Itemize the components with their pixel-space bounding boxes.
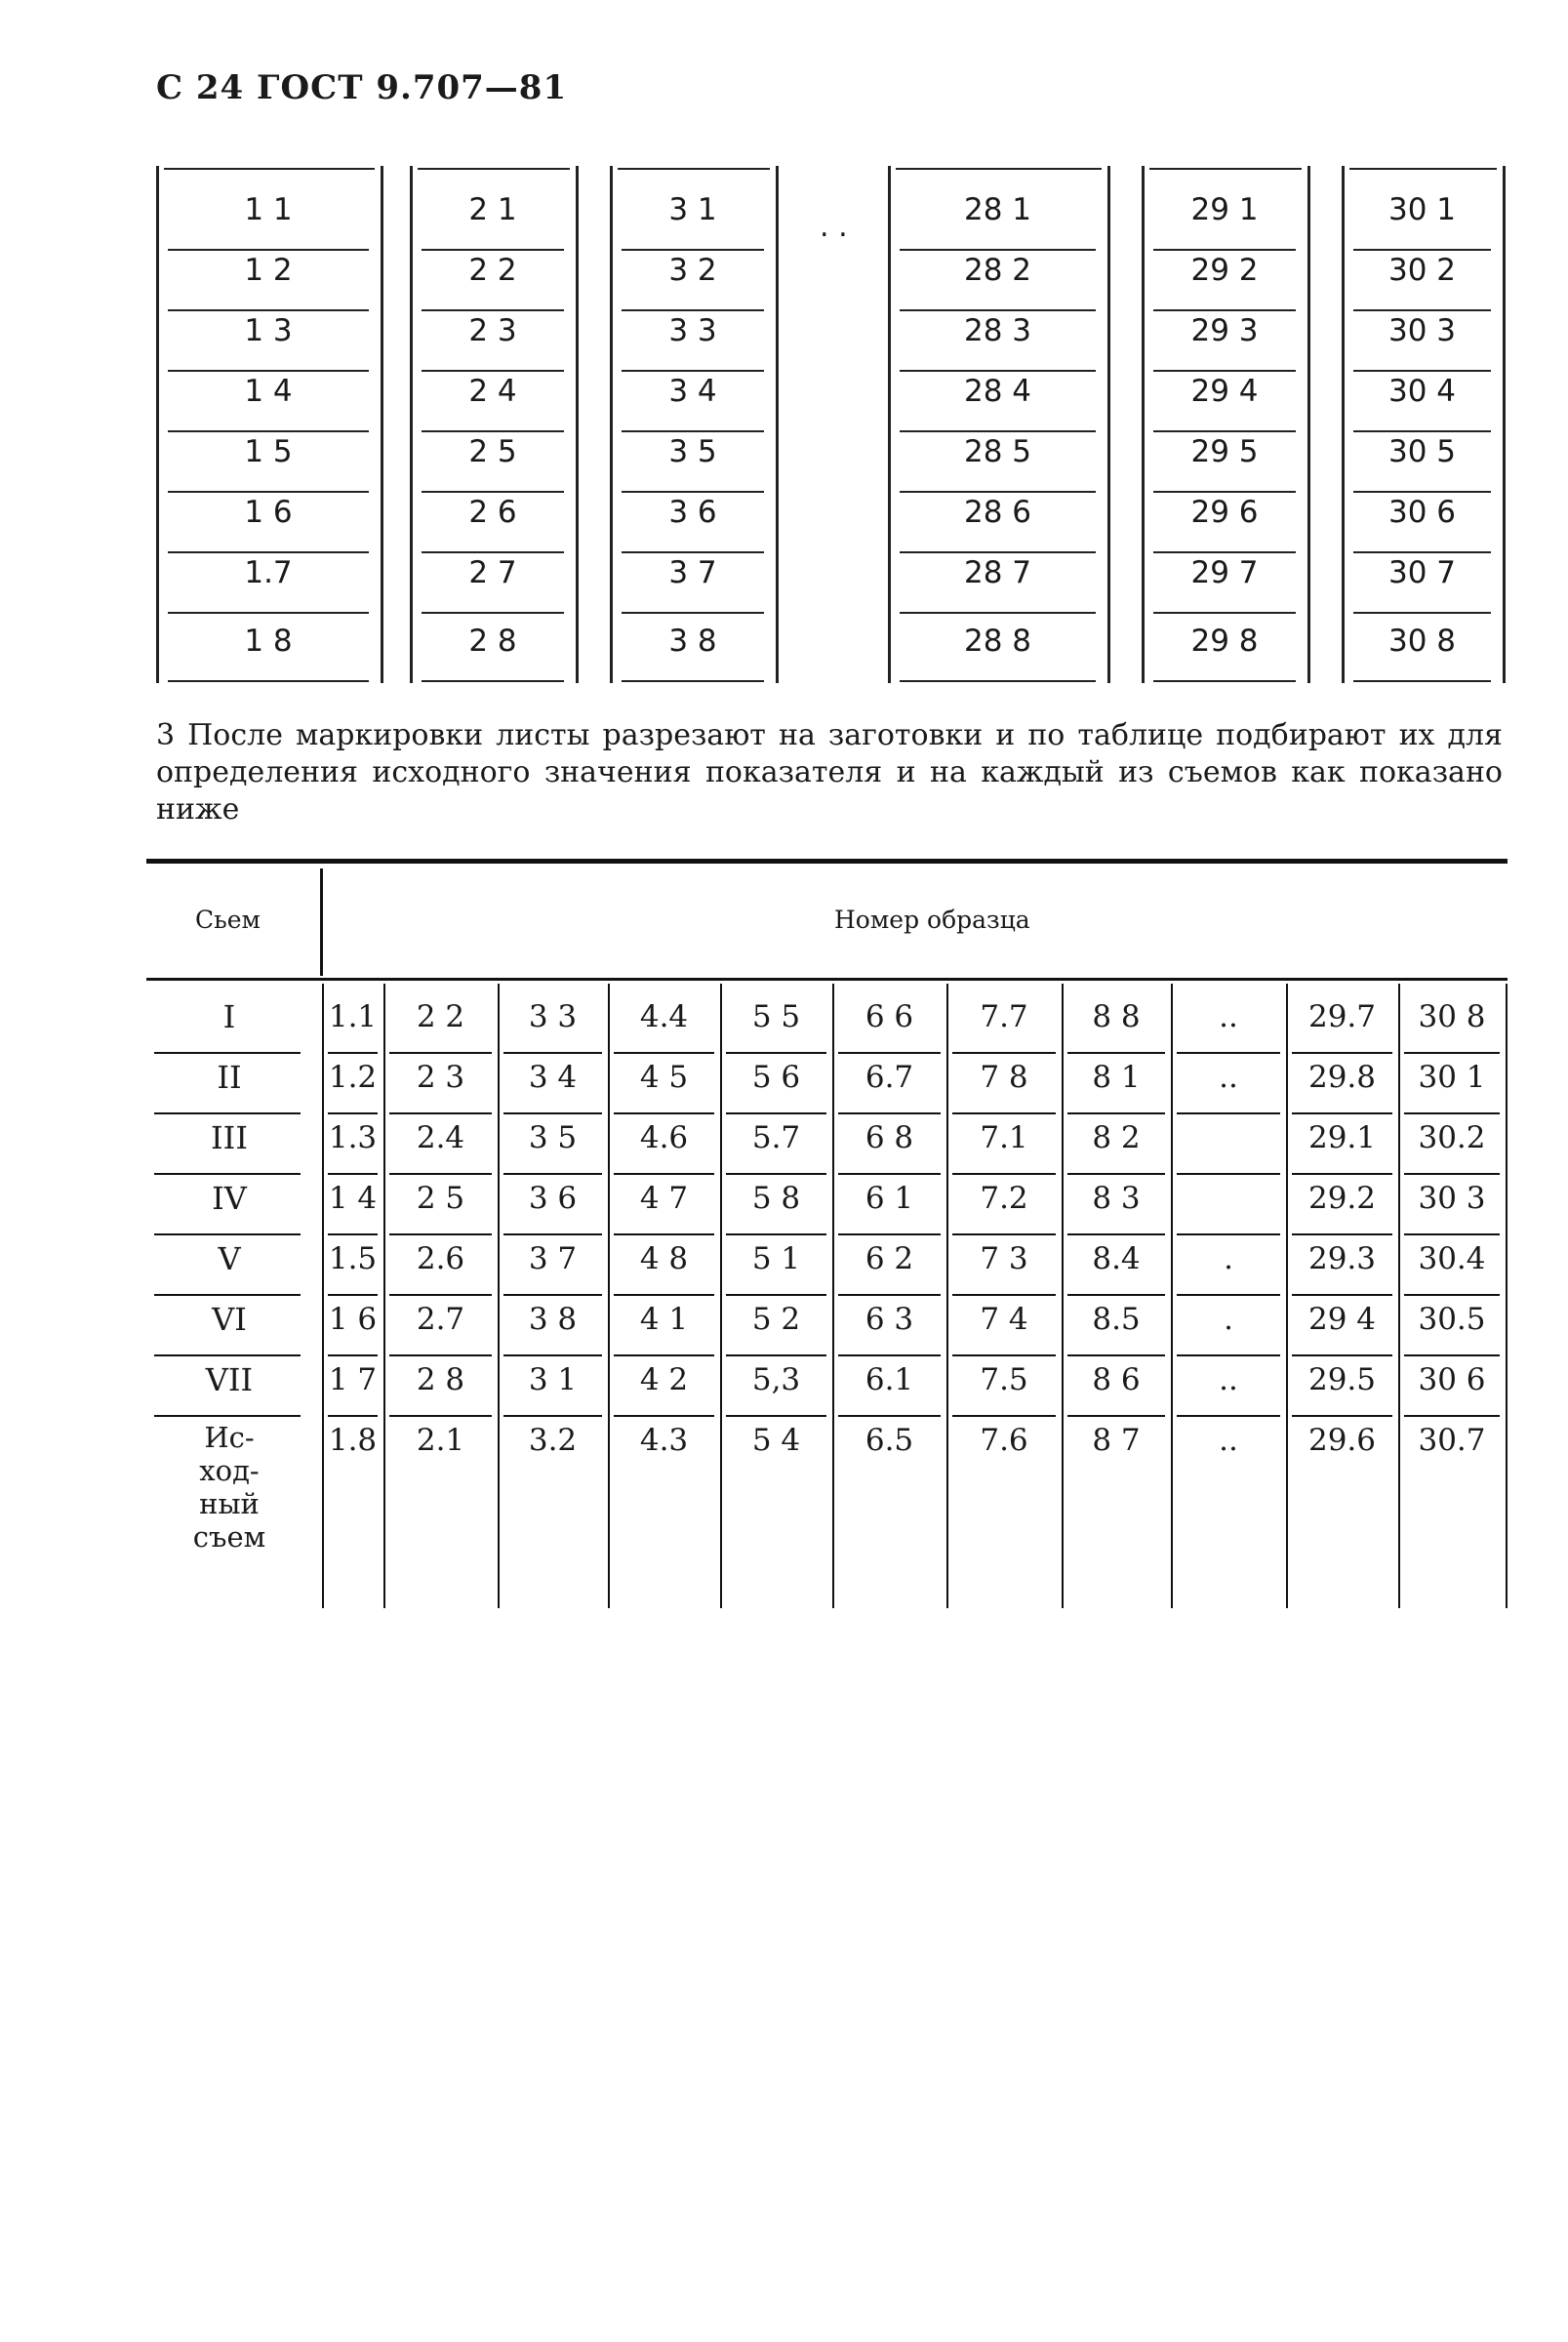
table-cell-underline [1067, 1112, 1165, 1114]
table-cell-underline [952, 1415, 1056, 1417]
table-cell-underline [1177, 1112, 1280, 1114]
table-cell-underline [389, 1173, 492, 1175]
table-row-underline [154, 1112, 301, 1114]
table-cell-underline [1177, 1294, 1280, 1296]
table-cell-underline [1292, 1354, 1392, 1356]
table-cell: 30 6 [1418, 1362, 1486, 1397]
strip-cell: 30 8 [1387, 624, 1457, 659]
table-cell-underline [614, 1233, 714, 1235]
table-cell: 1 4 [328, 1181, 378, 1216]
table-cell-underline [328, 1112, 378, 1114]
strip-cell: 1 6 [244, 495, 293, 530]
strip-cell: 29 8 [1190, 624, 1259, 659]
strip-cell: 29 1 [1190, 192, 1259, 227]
table-cell-underline [503, 1112, 602, 1114]
table-cell: 30.4 [1418, 1241, 1486, 1276]
table-cell: 7 3 [980, 1241, 1028, 1276]
table-cell: 5 1 [751, 1241, 801, 1276]
table-cell: 1.2 [328, 1060, 378, 1095]
table-cell-underline [1404, 1233, 1500, 1235]
table-cell-underline [726, 1052, 826, 1054]
table-cell-underline [503, 1173, 602, 1175]
table-cell-underline [952, 1112, 1056, 1114]
table-cell-underline [838, 1294, 941, 1296]
table-cell: 5,3 [751, 1362, 801, 1397]
table-cell: 2 5 [416, 1181, 465, 1216]
table-cell-underline [389, 1294, 492, 1296]
table-column-line [1506, 984, 1508, 1608]
table-cell: 29.3 [1307, 1241, 1377, 1276]
table-cell: 4.3 [639, 1423, 689, 1458]
strip-cell: 29 2 [1190, 253, 1259, 288]
table-cell: 4.6 [639, 1120, 689, 1155]
table-cell-underline [726, 1173, 826, 1175]
table-cell: . [1224, 1302, 1233, 1337]
table-cell-underline [1177, 1173, 1280, 1175]
table-cell: 29.6 [1307, 1423, 1377, 1458]
table-cell: 1.3 [328, 1120, 378, 1155]
table-cell: 30.2 [1418, 1120, 1486, 1155]
table-cell-underline [1404, 1415, 1500, 1417]
strips-ellipsis: . . [820, 210, 848, 244]
table-row-underline [154, 1415, 301, 1417]
table-column-line [832, 984, 834, 1608]
table-cell: 30 8 [1418, 999, 1486, 1034]
table-cell: 4 5 [639, 1060, 689, 1095]
table-head-col1: Сьем [195, 906, 261, 934]
table-cell: 2.4 [416, 1120, 465, 1155]
table-cell: 4 8 [639, 1241, 689, 1276]
table-cell: 7 4 [980, 1302, 1028, 1337]
table-row-label: III [211, 1119, 248, 1156]
table-cell: 29.7 [1307, 999, 1377, 1034]
table-column-line [1171, 984, 1173, 1608]
table-cell-underline [389, 1233, 492, 1235]
table-cell-underline [1067, 1052, 1165, 1054]
table-cell-underline [503, 1294, 602, 1296]
instruction-paragraph: 3 После маркировки листы разрезают на заготовки и по таблице подбирают их для определения исходного значения показателя и на каждый из съемов как показано ниже [156, 718, 1503, 827]
table-cell: 8 3 [1092, 1181, 1141, 1216]
table-column-line [498, 984, 500, 1608]
table-cell-underline [838, 1233, 941, 1235]
table-cell-underline [328, 1354, 378, 1356]
table-cell-underline [726, 1354, 826, 1356]
table-cell: 5 4 [751, 1423, 801, 1458]
table-cell-underline [389, 1112, 492, 1114]
strip-cell: 2 8 [468, 624, 517, 659]
table-row-label: Ис- ход- ный съем [192, 1421, 266, 1554]
table-cell: 2 3 [416, 1060, 465, 1095]
table-cell: 6 1 [864, 1181, 914, 1216]
table-cell-underline [1067, 1173, 1165, 1175]
table-column-line [383, 984, 385, 1608]
table-cell: 8 2 [1092, 1120, 1141, 1155]
table-row-label: V [218, 1240, 241, 1277]
table-cell: .. [1219, 1060, 1238, 1095]
strip-cell: 28 1 [963, 192, 1032, 227]
strip-cell: 30 3 [1387, 313, 1457, 348]
table-cell: 7.7 [980, 999, 1028, 1034]
strip-cell: 2 3 [468, 313, 517, 348]
table-cell: 30.7 [1418, 1423, 1486, 1458]
table-cell: 3 6 [528, 1181, 578, 1216]
table-cell: 1.5 [328, 1241, 378, 1276]
table-cell: 5.7 [751, 1120, 801, 1155]
table-column-line [1062, 984, 1064, 1608]
table-cell: 8.5 [1092, 1302, 1141, 1337]
table-cell: 2.1 [416, 1423, 465, 1458]
strip-cell: 28 2 [963, 253, 1032, 288]
table-cell-underline [389, 1354, 492, 1356]
strip-cell: 3 1 [668, 192, 717, 227]
table-row-label: VI [212, 1301, 247, 1338]
table-cell: 8 8 [1092, 999, 1141, 1034]
table-row-label: I [222, 998, 236, 1035]
strip-cell: 28 8 [963, 624, 1032, 659]
table-cell: 4 2 [639, 1362, 689, 1397]
table-cell-underline [328, 1233, 378, 1235]
table-head-divider [320, 868, 323, 976]
table-cell: 5 2 [751, 1302, 801, 1337]
strip-cell: 1 5 [244, 434, 293, 469]
table-cell: 8 6 [1092, 1362, 1141, 1397]
table-cell-underline [726, 1415, 826, 1417]
table-row-underline [154, 1294, 301, 1296]
strip-cell: 1 8 [244, 624, 293, 659]
table-cell-underline [1404, 1294, 1500, 1296]
table-cell-underline [726, 1294, 826, 1296]
table-cell: .. [1219, 999, 1238, 1034]
table-cell-underline [1067, 1233, 1165, 1235]
table-cell-underline [328, 1415, 378, 1417]
strip-cell: 2 2 [468, 253, 517, 288]
table-cell-underline [952, 1354, 1056, 1356]
strip-cell: 1 2 [244, 253, 293, 288]
table-cell: 1 6 [328, 1302, 378, 1337]
table-cell: . [1224, 1241, 1233, 1276]
table-top-rule [146, 859, 1508, 864]
table-cell: 3 5 [528, 1120, 578, 1155]
table-cell: 7.5 [980, 1362, 1028, 1397]
table-row-underline [154, 1354, 301, 1356]
table-cell: 8.4 [1092, 1241, 1141, 1276]
table-cell: 7.6 [980, 1423, 1028, 1458]
strip-cell: 29 4 [1190, 374, 1259, 409]
table-cell-underline [952, 1173, 1056, 1175]
table-cell-underline [838, 1415, 941, 1417]
table-cell-underline [1404, 1354, 1500, 1356]
table-cell: 2.6 [416, 1241, 465, 1276]
table-cell: 7.2 [980, 1181, 1028, 1216]
table-column-line [1398, 984, 1400, 1608]
table-cell-underline [838, 1173, 941, 1175]
strip-cell: 29 3 [1190, 313, 1259, 348]
table-cell-underline [1067, 1294, 1165, 1296]
table-cell-underline [614, 1354, 714, 1356]
strip-cell: 28 3 [963, 313, 1032, 348]
table-cell-underline [1067, 1415, 1165, 1417]
table-cell-underline [1292, 1052, 1392, 1054]
table-cell-underline [614, 1173, 714, 1175]
table-cell-underline [1292, 1173, 1392, 1175]
strip-cell: 3 4 [668, 374, 717, 409]
table-cell-underline [614, 1415, 714, 1417]
table-head-col2: Номер образца [834, 906, 1030, 934]
table-cell-underline [1292, 1112, 1392, 1114]
table-cell: 6 2 [864, 1241, 914, 1276]
table-cell: 3 3 [528, 999, 578, 1034]
table-cell: 3 8 [528, 1302, 578, 1337]
table-cell: 4.4 [639, 999, 689, 1034]
strip-cell: 30 1 [1387, 192, 1457, 227]
table-column-line [946, 984, 948, 1608]
table-cell: 29 4 [1307, 1302, 1377, 1337]
table-row-underline [154, 1052, 301, 1054]
table-cell-underline [726, 1233, 826, 1235]
table-column-line [608, 984, 610, 1608]
table-row-label: VII [205, 1361, 254, 1398]
table-cell: 3 1 [528, 1362, 578, 1397]
table-cell-underline [503, 1052, 602, 1054]
strip-cell: 29 7 [1190, 555, 1259, 590]
strip-cell: 3 3 [668, 313, 717, 348]
table-cell: 2 8 [416, 1362, 465, 1397]
strip-cell: 1.7 [244, 555, 293, 590]
table-cell-underline [1404, 1052, 1500, 1054]
table-cell-underline [838, 1052, 941, 1054]
table-cell-underline [838, 1354, 941, 1356]
strip-cell: 1 1 [244, 192, 293, 227]
table-cell: 29.5 [1307, 1362, 1377, 1397]
table-row-underline [154, 1173, 301, 1175]
table-cell-underline [726, 1112, 826, 1114]
table-cell: 8 1 [1092, 1060, 1141, 1095]
table-cell-underline [503, 1415, 602, 1417]
table-cell: 29.2 [1307, 1181, 1377, 1216]
strip-cell: 3 5 [668, 434, 717, 469]
table-cell: 3 7 [528, 1241, 578, 1276]
table-cell-underline [328, 1052, 378, 1054]
table-cell: 5 6 [751, 1060, 801, 1095]
table-row-underline [154, 1233, 301, 1235]
table-cell: 6.5 [864, 1423, 914, 1458]
table-cell-underline [1177, 1233, 1280, 1235]
table-cell-underline [503, 1233, 602, 1235]
table-cell: 30.5 [1418, 1302, 1486, 1337]
table-cell-underline [503, 1354, 602, 1356]
strip-cell: 1 4 [244, 374, 293, 409]
strip-cell: 2 5 [468, 434, 517, 469]
strip-cell: 29 5 [1190, 434, 1259, 469]
table-cell: 3.2 [528, 1423, 578, 1458]
table-cell-underline [614, 1294, 714, 1296]
table-cell-underline [1404, 1112, 1500, 1114]
table-cell: 30 1 [1418, 1060, 1486, 1095]
strip-cell: 30 6 [1387, 495, 1457, 530]
table-head-rule [146, 978, 1508, 981]
strip-cell: 2 7 [468, 555, 517, 590]
strip-cell: 30 4 [1387, 374, 1457, 409]
table-cell: 6 3 [864, 1302, 914, 1337]
strip-cell: 2 1 [468, 192, 517, 227]
table-cell: 1.8 [328, 1423, 378, 1458]
strip-cell: 2 4 [468, 374, 517, 409]
table-cell: 1 7 [328, 1362, 378, 1397]
table-cell-underline [838, 1112, 941, 1114]
table-cell-underline [952, 1052, 1056, 1054]
table-cell: 6.1 [864, 1362, 914, 1397]
table-cell: 5 5 [751, 999, 801, 1034]
table-cell: 3 4 [528, 1060, 578, 1095]
table-cell-underline [1177, 1415, 1280, 1417]
table-cell: .. [1219, 1362, 1238, 1397]
table-cell: 5 8 [751, 1181, 801, 1216]
table-cell: 8 7 [1092, 1423, 1141, 1458]
table-column-line [322, 984, 324, 1608]
page-header: С 24 ГОСТ 9.707—81 [156, 68, 568, 107]
table-cell: 6.7 [864, 1060, 914, 1095]
table-column-line [1286, 984, 1288, 1608]
table-cell-underline [389, 1052, 492, 1054]
table-column-line [720, 984, 722, 1608]
table-cell-underline [1292, 1233, 1392, 1235]
table-cell-underline [614, 1052, 714, 1054]
strip-cell: 28 4 [963, 374, 1032, 409]
table-cell: 2 2 [416, 999, 465, 1034]
strip-cell: 2 6 [468, 495, 517, 530]
strip-cell: 30 2 [1387, 253, 1457, 288]
strip-cell: 1 3 [244, 313, 293, 348]
table-cell: 2.7 [416, 1302, 465, 1337]
table-cell-underline [328, 1173, 378, 1175]
table-cell: 6 6 [864, 999, 914, 1034]
table-cell: 29.8 [1307, 1060, 1377, 1095]
table-cell: 6 8 [864, 1120, 914, 1155]
table-cell: 30 3 [1418, 1181, 1486, 1216]
strip-cell: 3 2 [668, 253, 717, 288]
table-cell-underline [1404, 1173, 1500, 1175]
table-cell-underline [389, 1415, 492, 1417]
strip-cell: 28 5 [963, 434, 1032, 469]
table-cell: .. [1219, 1423, 1238, 1458]
strip-cell: 3 6 [668, 495, 717, 530]
table-cell-underline [614, 1112, 714, 1114]
table-cell-underline [1177, 1354, 1280, 1356]
table-cell-underline [1292, 1415, 1392, 1417]
table-cell-underline [952, 1233, 1056, 1235]
strip-cell: 29 6 [1190, 495, 1259, 530]
strip-cell: 3 8 [668, 624, 717, 659]
strip-cell: 28 6 [963, 495, 1032, 530]
table-cell: 4 1 [639, 1302, 689, 1337]
table-row-label: II [217, 1059, 242, 1096]
table-cell-underline [1177, 1052, 1280, 1054]
table-cell-underline [328, 1294, 378, 1296]
strip-cell: 30 7 [1387, 555, 1457, 590]
table-cell: 7 8 [980, 1060, 1028, 1095]
table-cell-underline [1292, 1294, 1392, 1296]
table-cell-underline [952, 1294, 1056, 1296]
strip-cell: 30 5 [1387, 434, 1457, 469]
table-cell: 1.1 [328, 999, 378, 1034]
table-cell-underline [1067, 1354, 1165, 1356]
table-row-label: IV [212, 1180, 247, 1217]
strip-cell: 3 7 [668, 555, 717, 590]
strip-cell: 28 7 [963, 555, 1032, 590]
table-cell: 7.1 [980, 1120, 1028, 1155]
table-cell: 29.1 [1307, 1120, 1377, 1155]
table-cell: 4 7 [639, 1181, 689, 1216]
